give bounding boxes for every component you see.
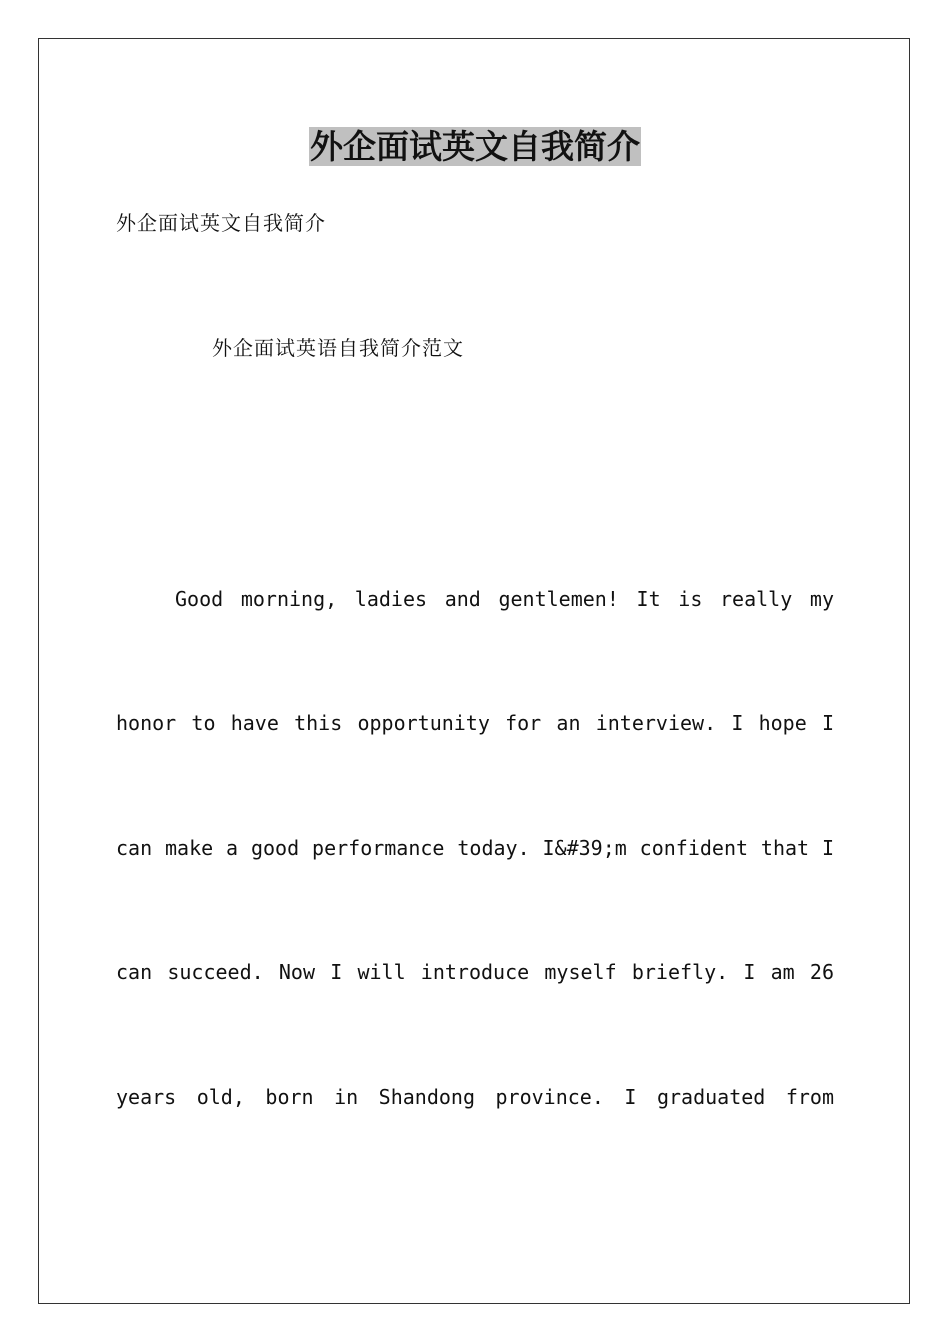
section-heading: 外企面试英语自我简介范文 — [212, 336, 464, 360]
body-line-2: honor to have this opportunity for an interview. I hope I — [116, 711, 834, 735]
document-subtitle: 外企面试英文自我简介 — [116, 211, 326, 235]
document-title — [0, 126, 950, 168]
body-line-3: can make a good performance today. I&#39;m confident that I — [116, 836, 834, 860]
body-line-4: can succeed. Now I will introduce myself briefly. I am 26 — [116, 960, 834, 984]
body-line-1: Good morning, ladies and gentlemen! It is really my — [175, 587, 834, 611]
body-line-5: years old, born in Shandong province. I graduated from — [116, 1085, 834, 1109]
document-title-text: 外企面试英文自我简介 — [310, 127, 640, 166]
